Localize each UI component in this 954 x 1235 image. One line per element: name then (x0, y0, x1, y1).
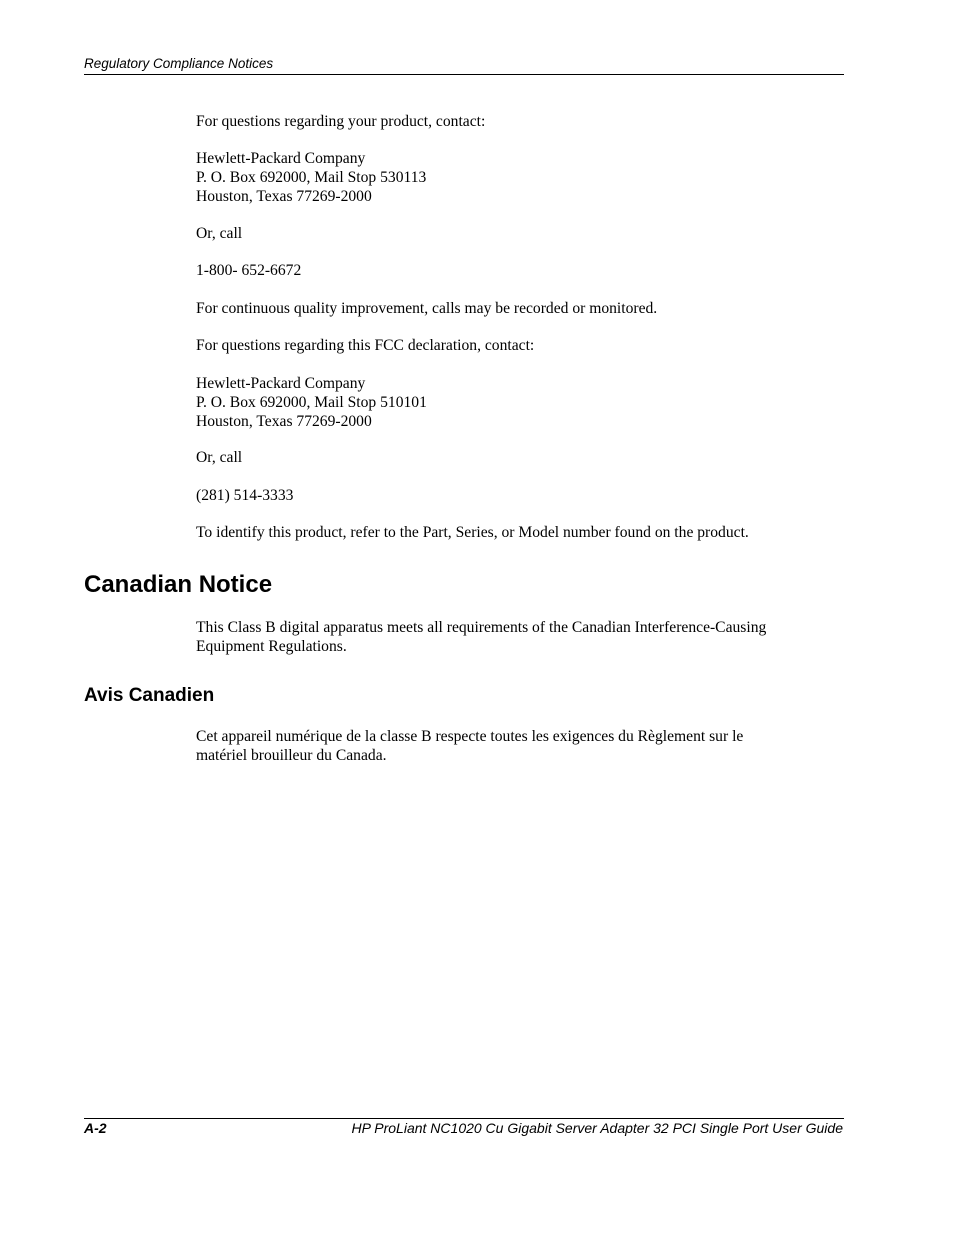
canadian-notice-heading: Canadian Notice (84, 571, 273, 598)
address-po-box: P. O. Box 692000, Mail Stop 530113 (196, 169, 427, 186)
avis-canadien-text (196, 727, 836, 765)
document-title: HP ProLiant NC1020 Cu Gigabit Server Adapter 32 PCI Single Port User Guide (351, 1120, 843, 1136)
fcc-contact-address (196, 374, 836, 431)
address-po-box: P. O. Box 692000, Mail Stop 510101 (196, 394, 427, 411)
header-divider (84, 74, 844, 75)
address-city: Houston, Texas 77269-2000 (196, 413, 372, 430)
fcc-contact-intro: For questions regarding this FCC declaration, contact: (196, 337, 535, 354)
quality-note: For continuous quality improvement, calls may be recorded or monitored. (196, 300, 658, 317)
product-contact-address (196, 149, 836, 206)
address-company: Hewlett-Packard Company (196, 375, 366, 392)
address-city: Houston, Texas 77269-2000 (196, 188, 372, 205)
or-call-text: Or, call (196, 225, 243, 242)
product-contact-intro: For questions regarding your product, contact: (196, 113, 486, 130)
fcc-phone-number: (281) 514-3333 (196, 487, 294, 504)
running-header: Regulatory Compliance Notices (84, 56, 274, 71)
address-company: Hewlett-Packard Company (196, 150, 366, 167)
product-phone-number: 1-800- 652-6672 (196, 262, 302, 279)
avis-canadien-heading: Avis Canadien (84, 685, 215, 706)
canadian-notice-line: Equipment Regulations. (196, 638, 347, 655)
identify-product-note: To identify this product, refer to the Part, Series, or Model number found on the product. (196, 524, 749, 541)
footer-divider (84, 1118, 844, 1119)
or-call-text: Or, call (196, 449, 243, 466)
avis-canadien-line: Cet appareil numérique de la classe B respecte toutes les exigences du Règlement sur le (196, 728, 744, 745)
canadian-notice-text (196, 618, 836, 656)
canadian-notice-line: This Class B digital apparatus meets all requirements of the Canadian Interference-Causing (196, 619, 767, 636)
page-number: A-2 (84, 1120, 107, 1136)
avis-canadien-line: matériel brouilleur du Canada. (196, 747, 387, 764)
